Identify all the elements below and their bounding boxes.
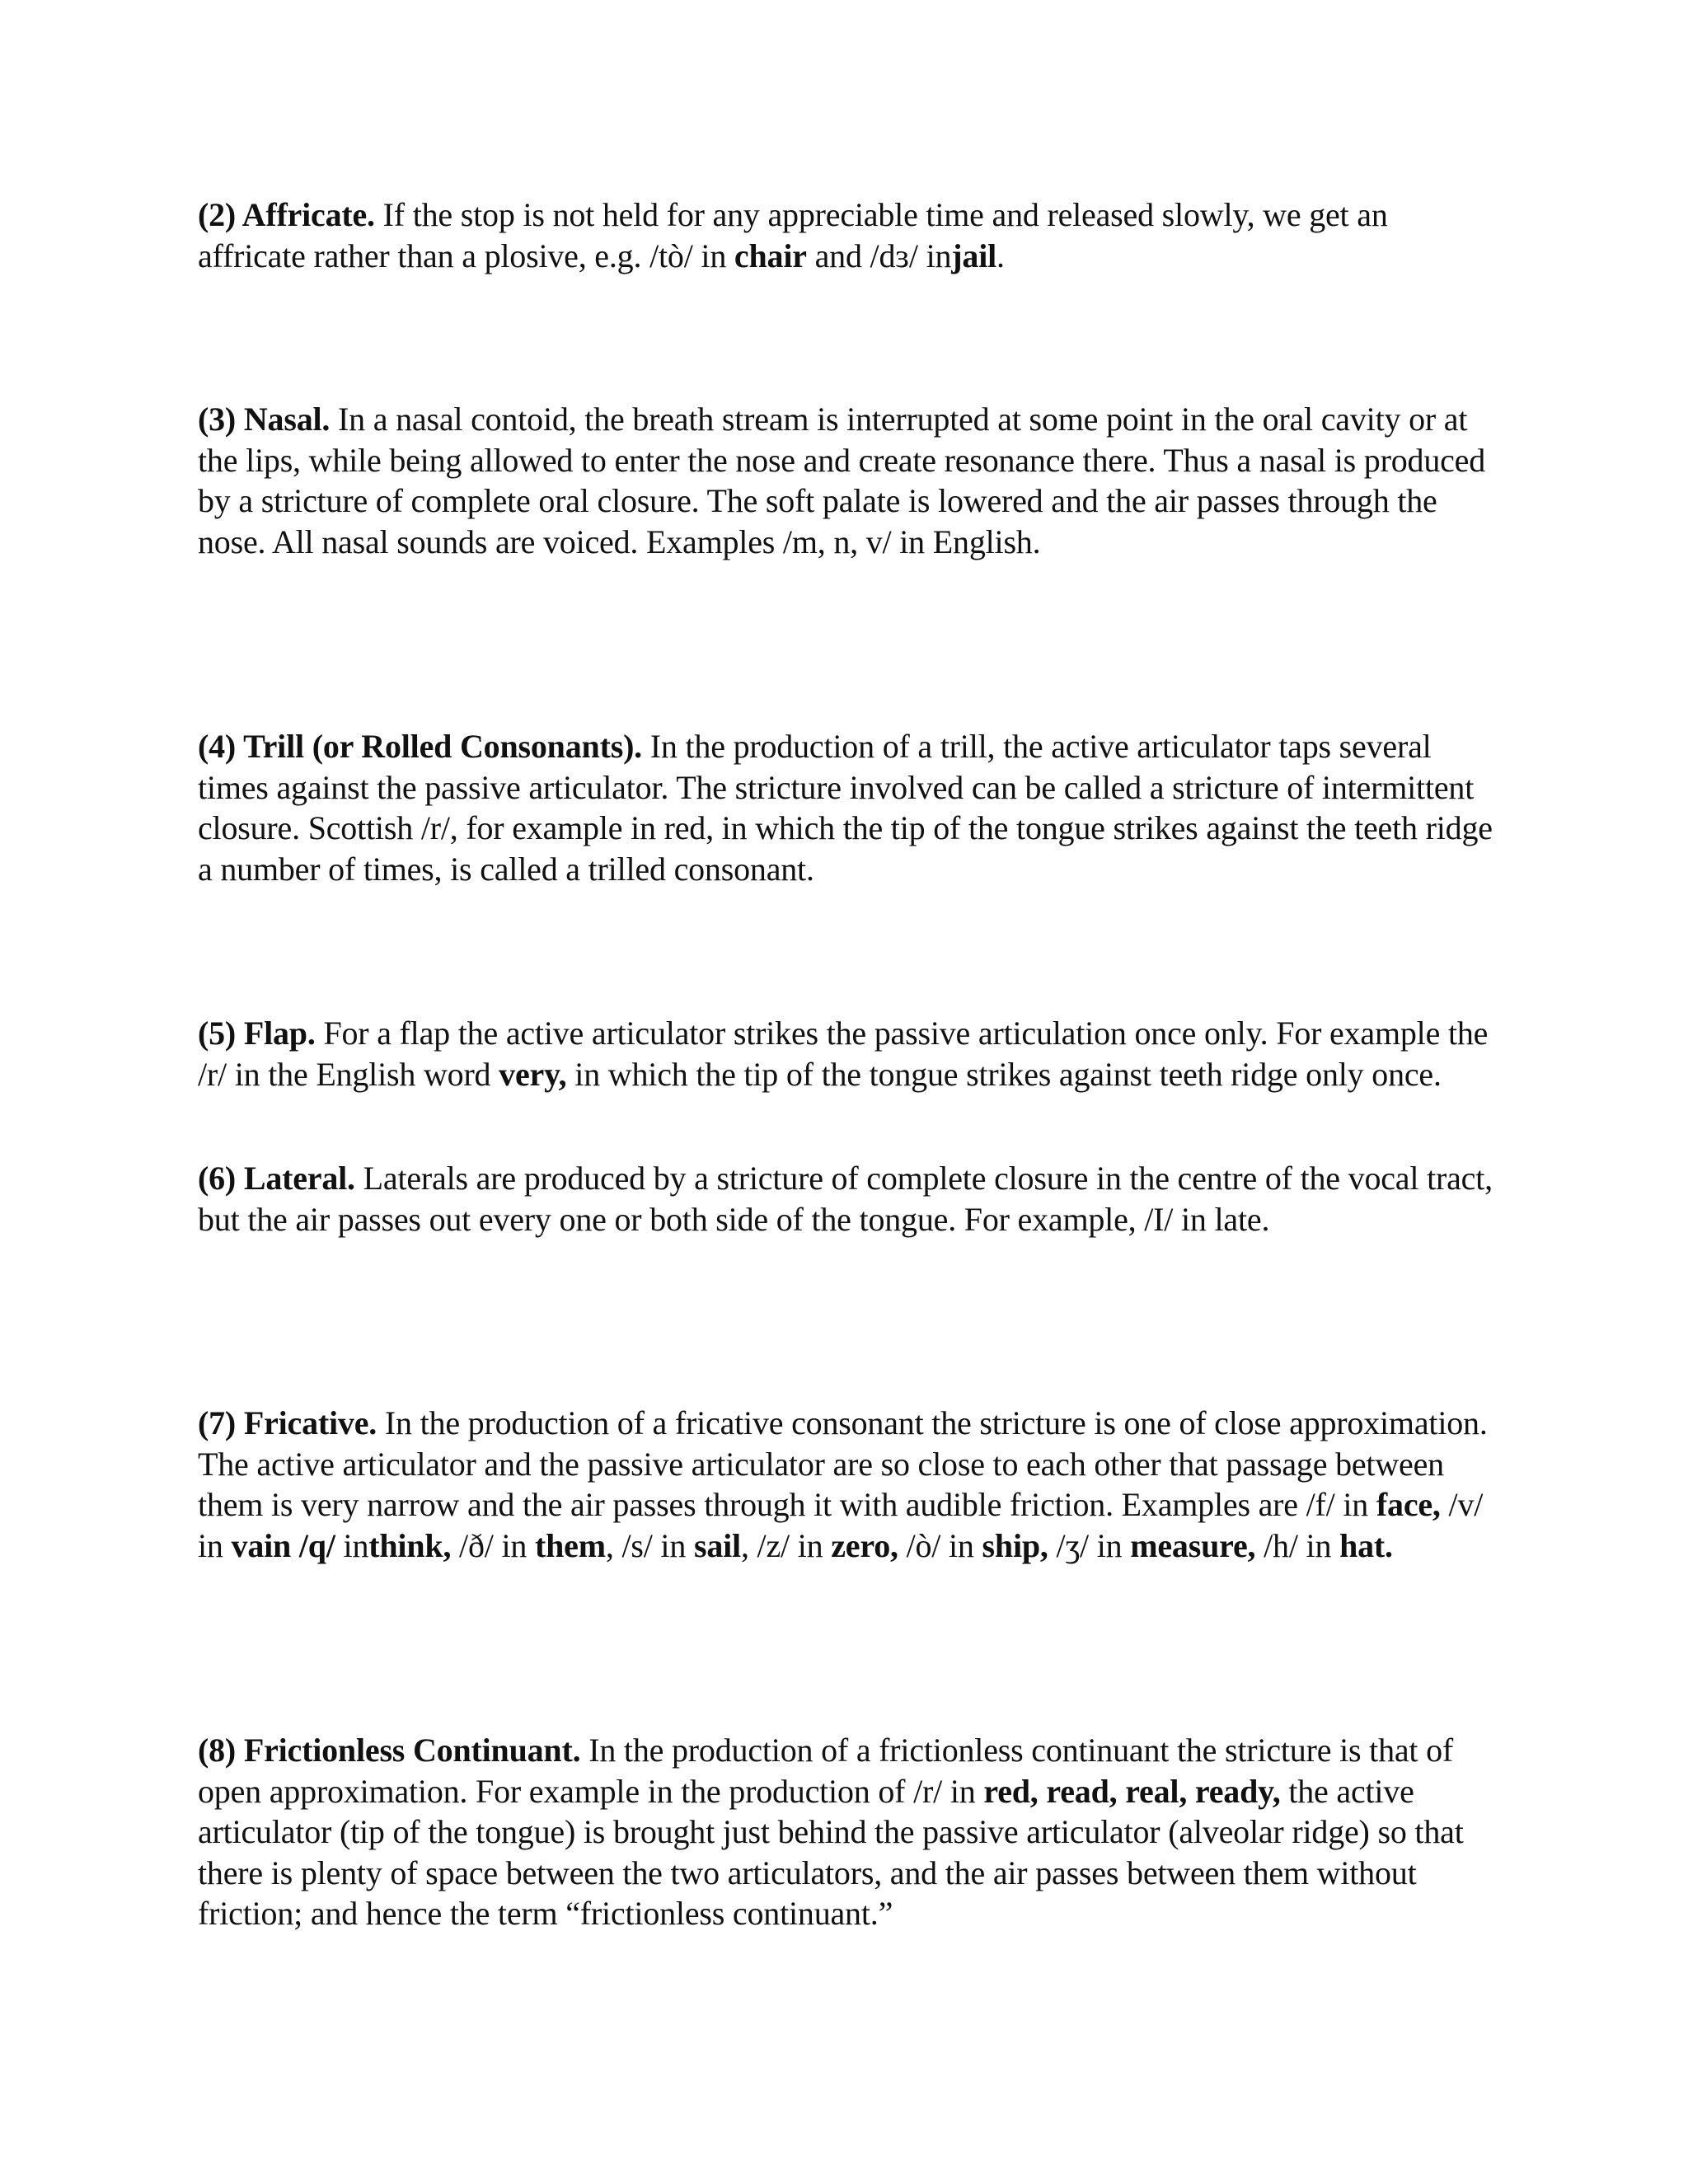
paragraph-trill [198,726,1500,889]
paragraph-affricate [198,194,1500,276]
paragraph-text: in [335,1526,369,1564]
bold-term: ship, [982,1526,1048,1564]
bold-term: vain /q/ [231,1526,335,1564]
paragraph-fricative [198,1403,1500,1566]
paragraph-heading: (7) Fricative. [198,1404,377,1441]
paragraph-text: the active articulator (tip of the tongue) is brought just behind the passive articulator (alveolar ridge) so that there is plenty of space between the two articulators, and the air passes between them without friction; and hence the term “frictionless continuant.” [198,1772,1464,1932]
bold-term: zero, [831,1526,898,1564]
bold-term: measure, [1130,1526,1256,1564]
paragraph-text: In the production of a trill, the active articulator taps several times against the passive articulator. The stricture involved can be called a stricture of intermittent closure. Scottish /r/, for example in red, in which the tip of the tongue strikes against the teeth ridge a number of times, is called a trilled consonant. [198,728,1493,888]
paragraph-heading: (6) Lateral. [198,1160,355,1197]
paragraph-frictionless-continuant [198,1730,1500,1934]
paragraph-lateral [198,1158,1500,1240]
bold-term: them [535,1526,606,1564]
paragraph-flap [198,1013,1500,1094]
paragraph-text: /ò/ in [898,1526,982,1564]
paragraph-heading: (2) Affricate. [198,196,375,233]
bold-term: very, [499,1055,567,1093]
paragraph-text: . [996,237,1005,274]
bold-term: face, [1376,1486,1441,1523]
paragraph-text: If the stop is not held for any appreciable time and released slowly, we get an affricate rather than a plosive, e.g. /tò/ in [198,196,1388,274]
paragraph-heading: (5) Flap. [198,1015,316,1052]
bold-term: red, read, real, ready, [983,1772,1281,1810]
bold-term: think, [368,1526,452,1564]
bold-term: jail [951,237,997,274]
paragraph-text: /v/ in [198,1486,1484,1564]
paragraph-text: /ʒ/ in [1048,1526,1131,1564]
paragraph-text: For a flap the active articulator strikes the passive articulation once only. For example the /r/ in the English word [198,1015,1489,1093]
paragraph-text: /h/ in [1255,1526,1340,1564]
paragraph-text: In the production of a fricative consonant the stricture is one of close approximation. The active articulator and the passive articulator are so close to each other that passage between them is very narrow and the air passes through it with audible friction. Examples are /f/ in [198,1404,1488,1523]
paragraph-nasal [198,399,1500,562]
paragraph-heading: (4) Trill (or Rolled Consonants). [198,728,642,765]
paragraph-text: , /s/ in [605,1526,694,1564]
bold-term: sail [693,1526,741,1564]
paragraph-text: In the production of a frictionless continuant the stricture is that of open approximation. For example in the production of /r/ in [198,1732,1454,1810]
paragraph-text: Laterals are produced by a stricture of complete closure in the centre of the vocal tract, but the air passes out every one or both side of the tongue. For example, /I/ in late. [198,1160,1493,1238]
bold-term: hat. [1339,1526,1393,1564]
paragraph-heading: (3) Nasal. [198,401,331,438]
paragraph-text: in which the tip of the tongue strikes against teeth ridge only once. [566,1055,1442,1093]
bold-term: chair [734,237,807,274]
paragraph-text: , /z/ in [740,1526,832,1564]
paragraph-text: /ð/ in [451,1526,535,1564]
paragraph-heading: (8) Frictionless Continuant. [198,1732,581,1769]
paragraph-text: In a nasal contoid, the breath stream is interrupted at some point in the oral cavity or at the lips, while being allowed to enter the nose and create resonance there. Thus a nasal is produced by a stricture of complete oral closure. The soft palate is lowered and the air passes through the nose. All nasal sounds are voiced. Examples /m, n, v/ in English. [198,401,1486,560]
paragraph-text: and /dɜ/ in [806,237,952,274]
